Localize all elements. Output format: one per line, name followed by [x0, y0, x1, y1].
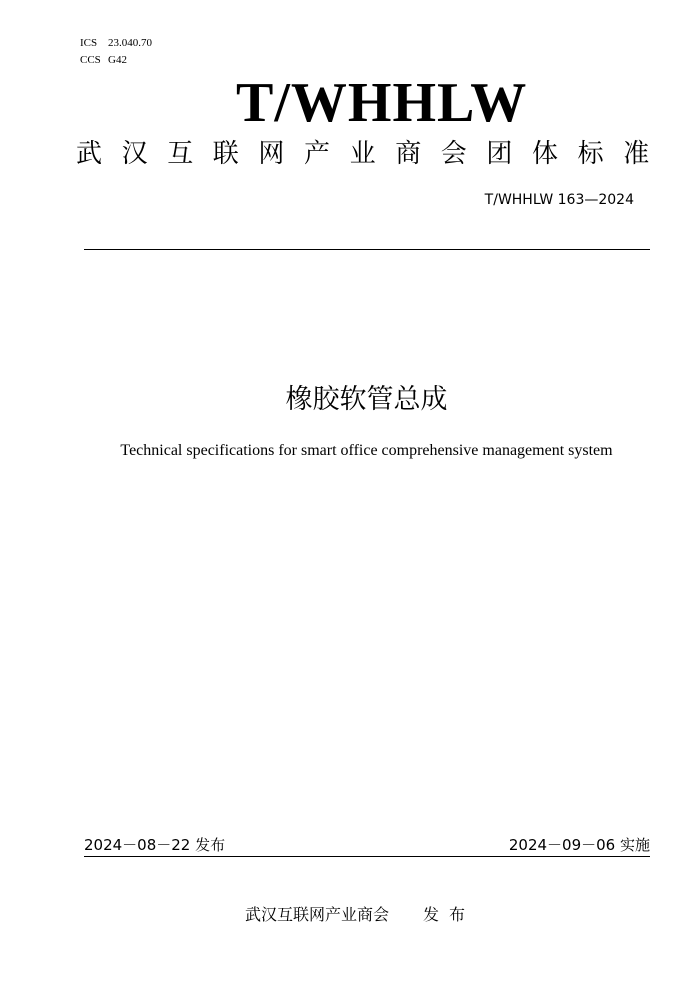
organization-title: 武汉互联网产业商会团体标准 — [76, 139, 669, 169]
ccs-line — [80, 52, 152, 69]
document-title-cn: 橡胶软管总成 — [285, 384, 448, 415]
publisher-line — [0, 903, 700, 927]
ics-line — [80, 35, 152, 52]
implementation-date: 2024－09－06 实施 — [508, 836, 650, 854]
publish-action: 发布 — [423, 905, 476, 924]
standard-brand: T/WHHLW — [236, 72, 528, 134]
ccs-code: G42 — [108, 54, 127, 66]
standard-number: T/WHHLW 163—2024 — [484, 192, 634, 208]
issue-date: 2024－08－22 发布 — [84, 836, 226, 854]
footer-divider — [84, 856, 650, 857]
classification-block — [80, 35, 152, 69]
ccs-label: CCS — [80, 54, 101, 66]
header-divider — [84, 249, 650, 250]
document-title-en: Technical specifications for smart office comprehensive management system — [120, 442, 613, 459]
ics-code: 23.040.70 — [108, 37, 152, 49]
publisher-name: 武汉互联网产业商会 — [244, 905, 389, 924]
ics-label: ICS — [80, 37, 98, 49]
